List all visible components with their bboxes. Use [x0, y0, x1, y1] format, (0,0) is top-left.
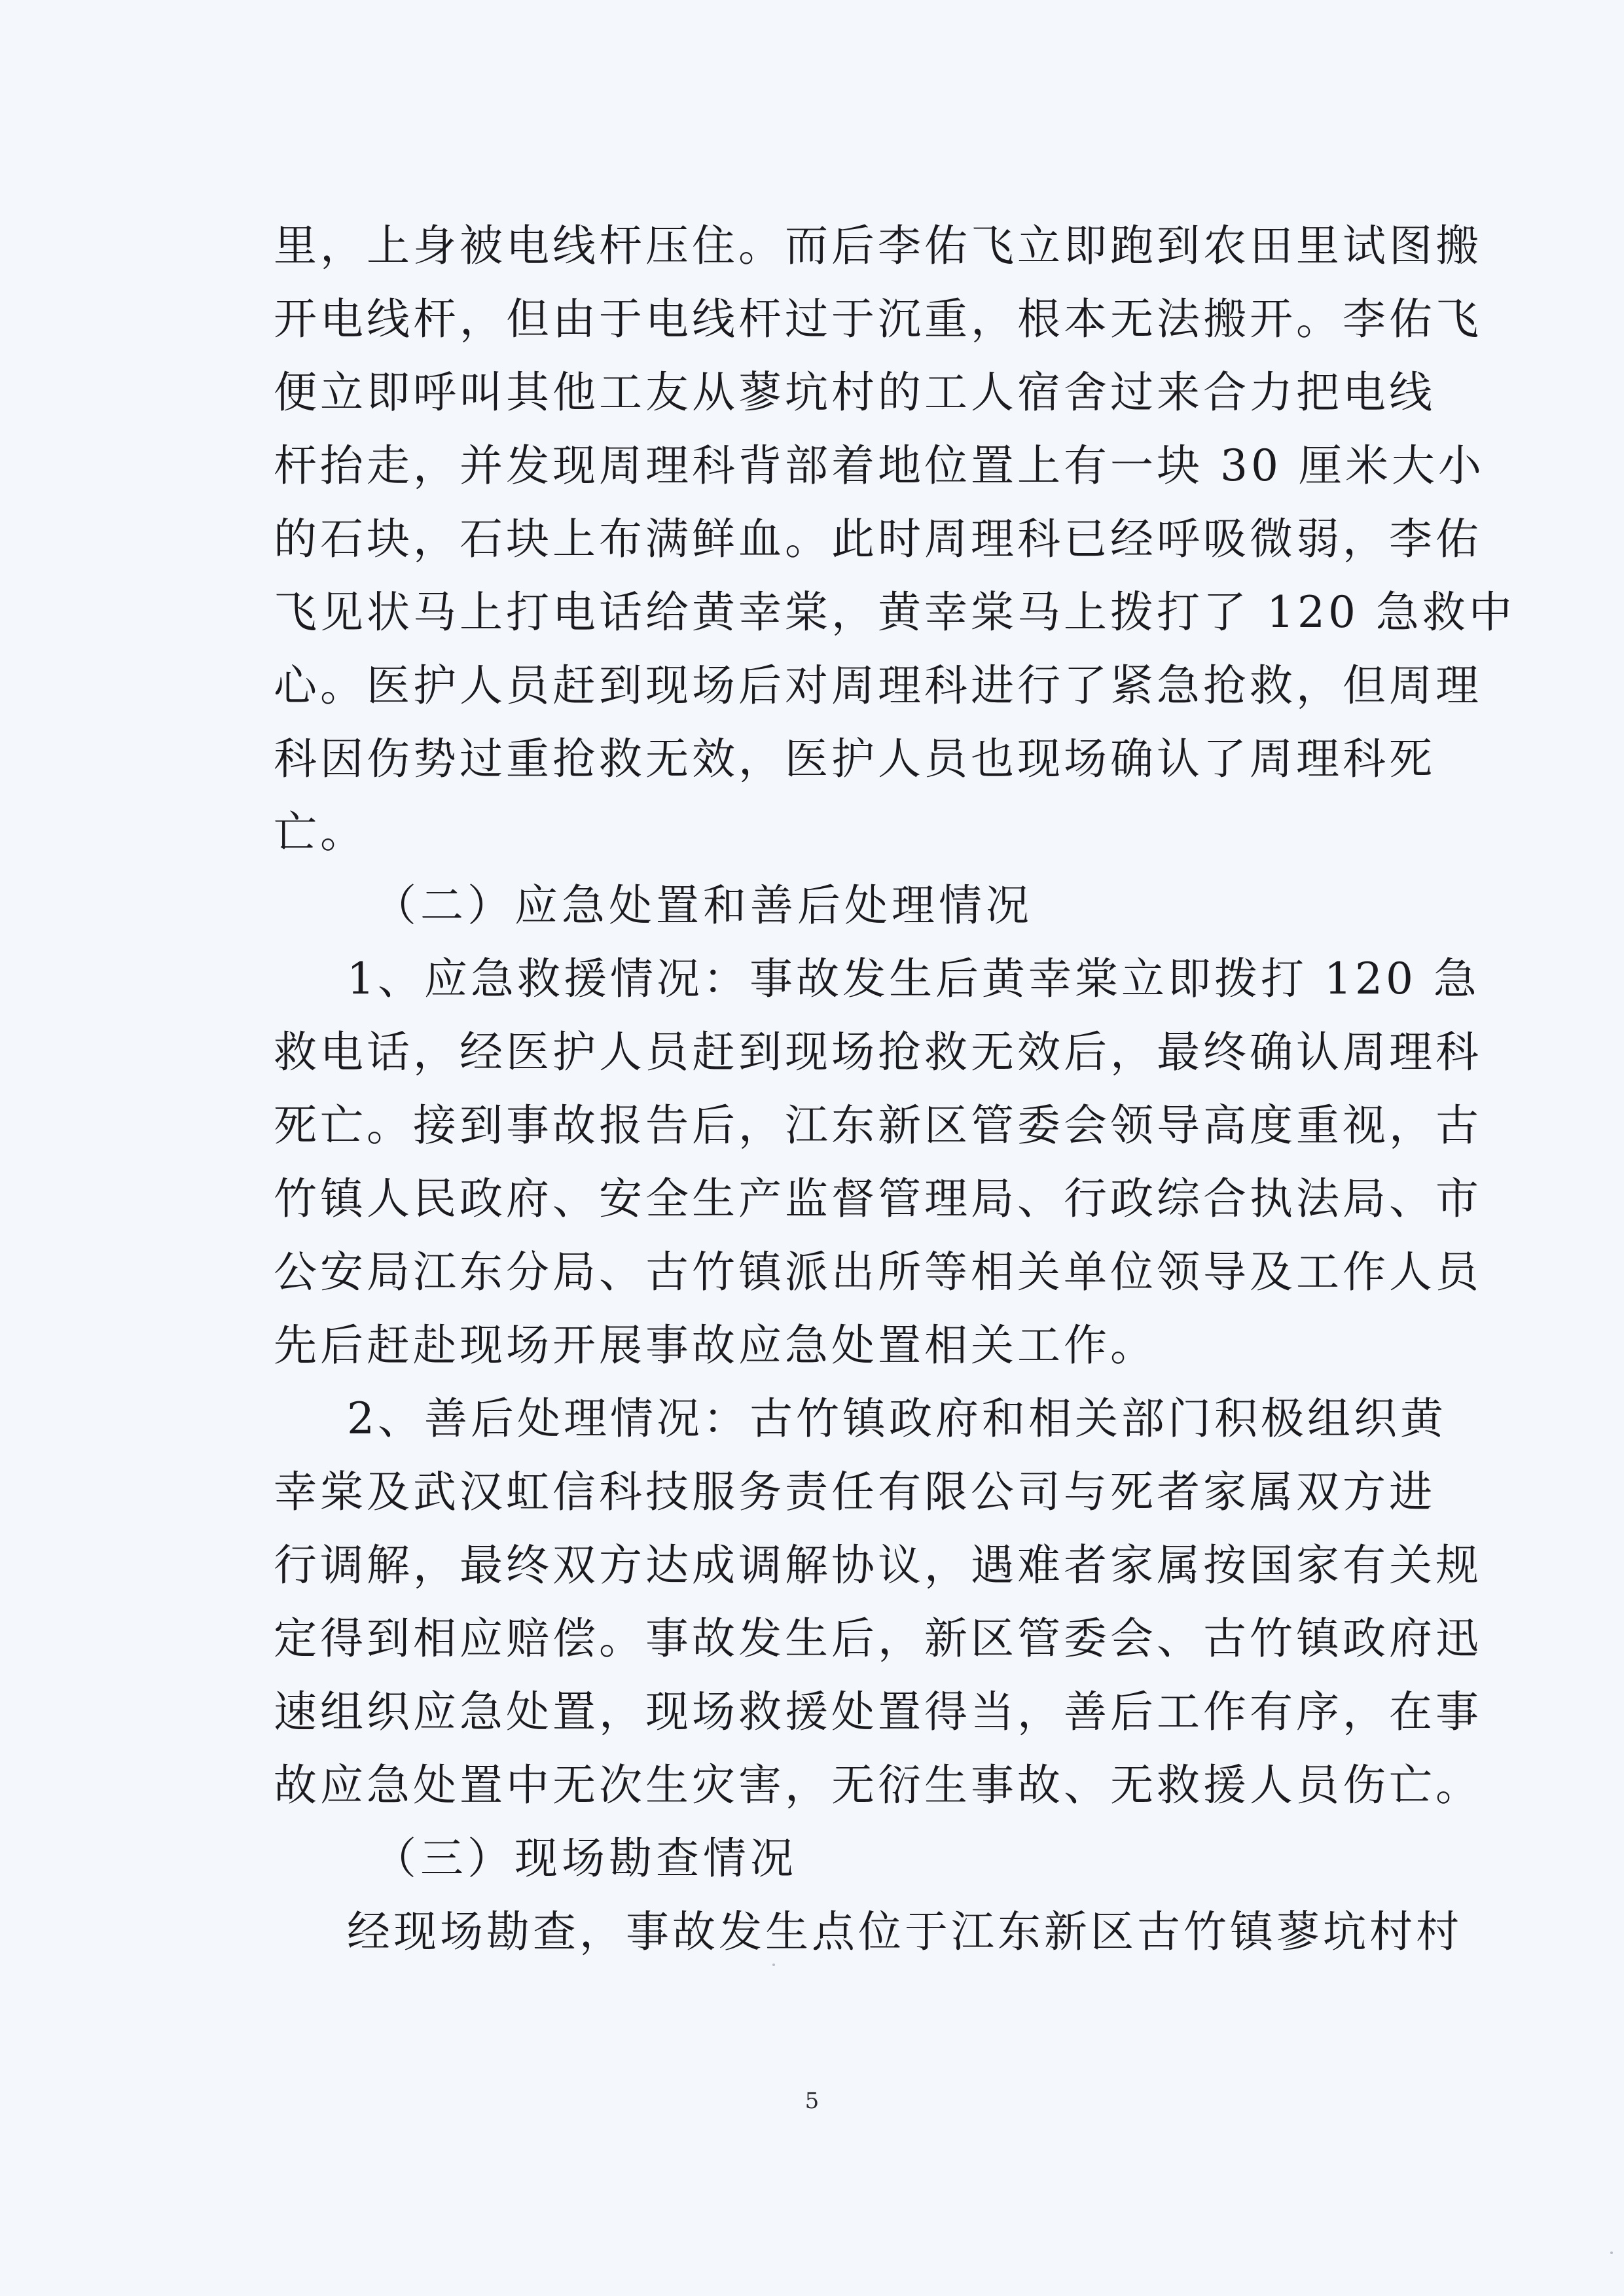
body-line: 便立即呼叫其他工友从蓼坑村的工人宿舍过来合力把电线	[274, 367, 1435, 418]
body-line: 亡。	[274, 807, 367, 857]
body-line: 心。医护人员赶到现场后对周理科进行了紧急抢救，但周理	[274, 660, 1482, 711]
paragraph-start: 2、善后处理情况：古竹镇政府和相关部门积极组织黄	[347, 1393, 1447, 1444]
page-number: 5	[804, 2088, 820, 2114]
body-line: 死亡。接到事故报告后，江东新区管委会领导高度重视，古	[274, 1100, 1482, 1151]
body-line: 速组织应急处置，现场救援处置得当，善后工作有序，在事	[274, 1687, 1482, 1737]
body-line: 故应急处置中无次生灾害，无衍生事故、无救援人员伤亡。	[274, 1760, 1482, 1810]
body-line: 竹镇人民政府、安全生产监督管理局、行政综合执法局、市	[274, 1174, 1482, 1224]
body-line: 救电话，经医护人员赶到现场抢救无效后，最终确认周理科	[274, 1027, 1482, 1077]
body-line: 幸棠及武汉虹信科技服务责任有限公司与死者家属双方进	[274, 1467, 1435, 1517]
paragraph-start: 经现场勘查，事故发生点位于江东新区古竹镇蓼坑村村	[347, 1907, 1462, 1957]
section-heading: （二）应急处置和善后处理情况	[373, 880, 1033, 931]
document-body	[274, 209, 1515, 1969]
body-line: 飞见状马上打电话给黄幸棠，黄幸棠马上拨打了 120 急救中	[274, 587, 1515, 637]
section-heading: （三）现场勘查情况	[373, 1833, 797, 1884]
body-line: 先后赶赴现场开展事故应急处置相关工作。	[274, 1320, 1157, 1371]
paragraph-start: 1、应急救援情况：事故发生后黄幸棠立即拨打 120 急	[347, 954, 1480, 1004]
body-line: 杆抬走，并发现周理科背部着地位置上有一块 30 厘米大小	[274, 440, 1485, 491]
body-line: 公安局江东分局、古竹镇派出所等相关单位领导及工作人员	[274, 1247, 1482, 1297]
scan-speck	[1610, 2251, 1613, 2254]
body-line: 科因伤势过重抢救无效，医护人员也现场确认了周理科死	[274, 734, 1435, 784]
body-line: 定得到相应赔偿。事故发生后，新区管委会、古竹镇政府迅	[274, 1613, 1482, 1664]
scan-speck	[772, 1964, 775, 1966]
body-line: 行调解，最终双方达成调解协议，遇难者家属按国家有关规	[274, 1540, 1482, 1590]
body-line: 里，上身被电线杆压住。而后李佑飞立即跑到农田里试图搬	[274, 221, 1482, 271]
body-line: 开电线杆，但由于电线杆过于沉重，根本无法搬开。李佑飞	[274, 294, 1482, 344]
body-line: 的石块，石块上布满鲜血。此时周理科已经呼吸微弱，李佑	[274, 514, 1482, 564]
